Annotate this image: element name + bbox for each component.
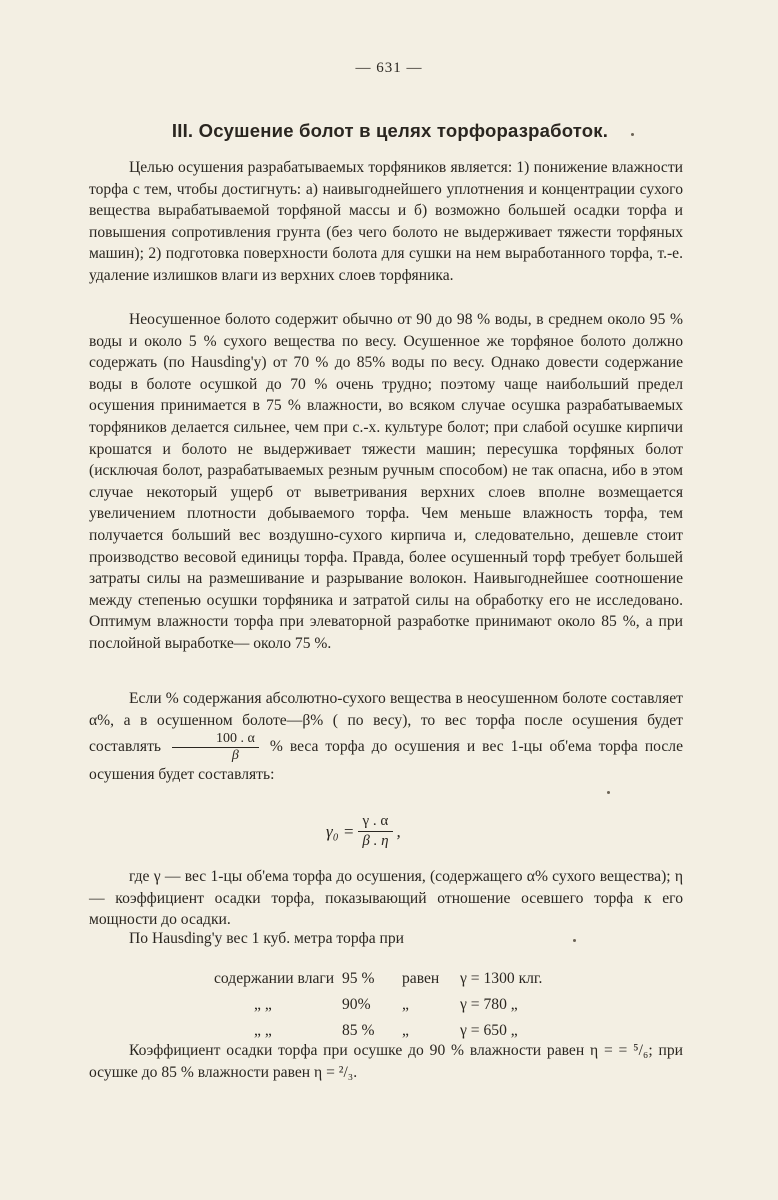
weight-table (214, 966, 574, 1044)
table-cell: „ (402, 996, 409, 1013)
paragraph-1-text: Целью осушения разрабатываемых торфяников является: 1) понижение влажности торфа с тем, чтобы достигнуть: а) наивыгоднейшего уплотнения и концентрации сухого вещества вырабатываемой торфяной массы и б) возможно большей осадки торфа и повышения сопротивления грунта (без чего болото не выдерживает тяжести торфяных машин); 2) подготовка поверхности болота для сушки на нем выработанного торфа, т.-е. удаление излишков влаги из верхних слоев торфяника. (89, 159, 683, 284)
inline-fraction-denominator: β (231, 748, 239, 764)
inline-fraction-numerator: 100 . α (172, 731, 259, 748)
formula-fraction (358, 812, 392, 851)
paragraph-2 (89, 309, 683, 655)
paragraph-1 (89, 157, 683, 287)
paragraph-5 (89, 928, 683, 950)
table-row (214, 992, 574, 1018)
page-number: — 631 — (355, 60, 423, 76)
table-cell: γ = 1300 клг. (460, 970, 543, 987)
paper-speck (631, 133, 634, 136)
formula-tail: , (396, 821, 401, 841)
table-cell: γ = 780 „ (460, 996, 518, 1013)
formula (326, 812, 466, 851)
section-title: III. Осушение болот в целях торфоразработок. (171, 120, 609, 141)
table-cell: „ „ (254, 996, 272, 1013)
table-row (214, 966, 574, 992)
paper-speck (573, 939, 576, 942)
table-cell: 90% (342, 996, 371, 1013)
inline-fraction (172, 731, 259, 764)
table-cell: содержании влаги (214, 970, 335, 987)
paragraph-4 (89, 866, 683, 931)
table-cell: 95 % (342, 970, 375, 987)
paragraph-5-text: По Hausding'у вес 1 куб. метра торфа при (129, 930, 405, 947)
formula-denominator: β . η (362, 833, 389, 849)
paragraph-6 (89, 1040, 683, 1083)
paragraph-3-part-a: Если % содержания абсолютно-сухого вещества в неосушенном болоте составляет α%, а в осушенном болоте—β% ( по весу), то вес торфа после осушения будет составлять (89, 690, 683, 756)
paragraph-4-text: где γ — вес 1-цы об'ема торфа до осушения, (содержащего α% сухого вещества); η — коэффициент осадки торфа, показывающий отношение осевшего торфа к его мощности до осадки. (89, 868, 683, 929)
paragraph-3-text (89, 688, 683, 786)
table-cell: γ = 650 „ (460, 1022, 518, 1039)
table-cell: 85 % (342, 1022, 375, 1039)
formula-lhs: γ₀ = (326, 821, 355, 841)
paragraph-3 (89, 688, 683, 786)
paper-speck (607, 791, 610, 794)
paragraph-3-part-b: % веса торфа до осушения и вес 1-цы об'ема торфа после осушения будет составлять: (89, 738, 683, 784)
table-cell: „ (402, 1022, 409, 1039)
paragraph-6-text: Коэффициент осадки торфа при осушке до 90 % влажности равен η = = ⁵/₆; при осушке до 85 % влажности равен η = ²/₃. (89, 1042, 683, 1081)
table-cell: „ „ (254, 1022, 272, 1039)
table-cell: равен (402, 970, 440, 987)
paragraph-2-text: Неосушенное болото содержит обычно от 90 до 98 % воды, в среднем около 95 % воды и около 5 % сухого вещества по весу. Осушенное же торфяное болото должно содержать (по Hausding'у) от 70 % до 85% воды по весу. Однако довести содержание воды в болоте осушкой до 70 % очень трудно; поэтому чаще наибольший предел осушения принимается в 75 % влажности, во всяком случае осушка разрабатываемых торфяников делается сильнее, чем при с.-х. культуре болот; при слабой осушке кирпичи крошатся и болото не выдерживает тяжести машин; пересушка торфяных болот (исключая болот, разрабатываемых резным ручным способом) не так опасна, ибо в этом случае некоторый ущерб от выветривания верхних слоев вполне возмещается увеличением плотности добываемого торфа. Чем меньше влажность торфа, тем получается больший вес воздушно-сухого кирпича и, следовательно, дешевле стоит производство весовой единицы торфа. Правда, более осушенный торф требует большей затраты силы на размешивание и разрывание волокон. Наивыгоднейшее соотношение между степенью осушки торфяника и затратой силы на обработку его не исследовано. Оптимум влажности торфа при элеваторной разработке принимают около 85 %, а при послойной выработке— около 75 %. (89, 311, 683, 652)
formula-numerator: γ . α (358, 812, 392, 832)
